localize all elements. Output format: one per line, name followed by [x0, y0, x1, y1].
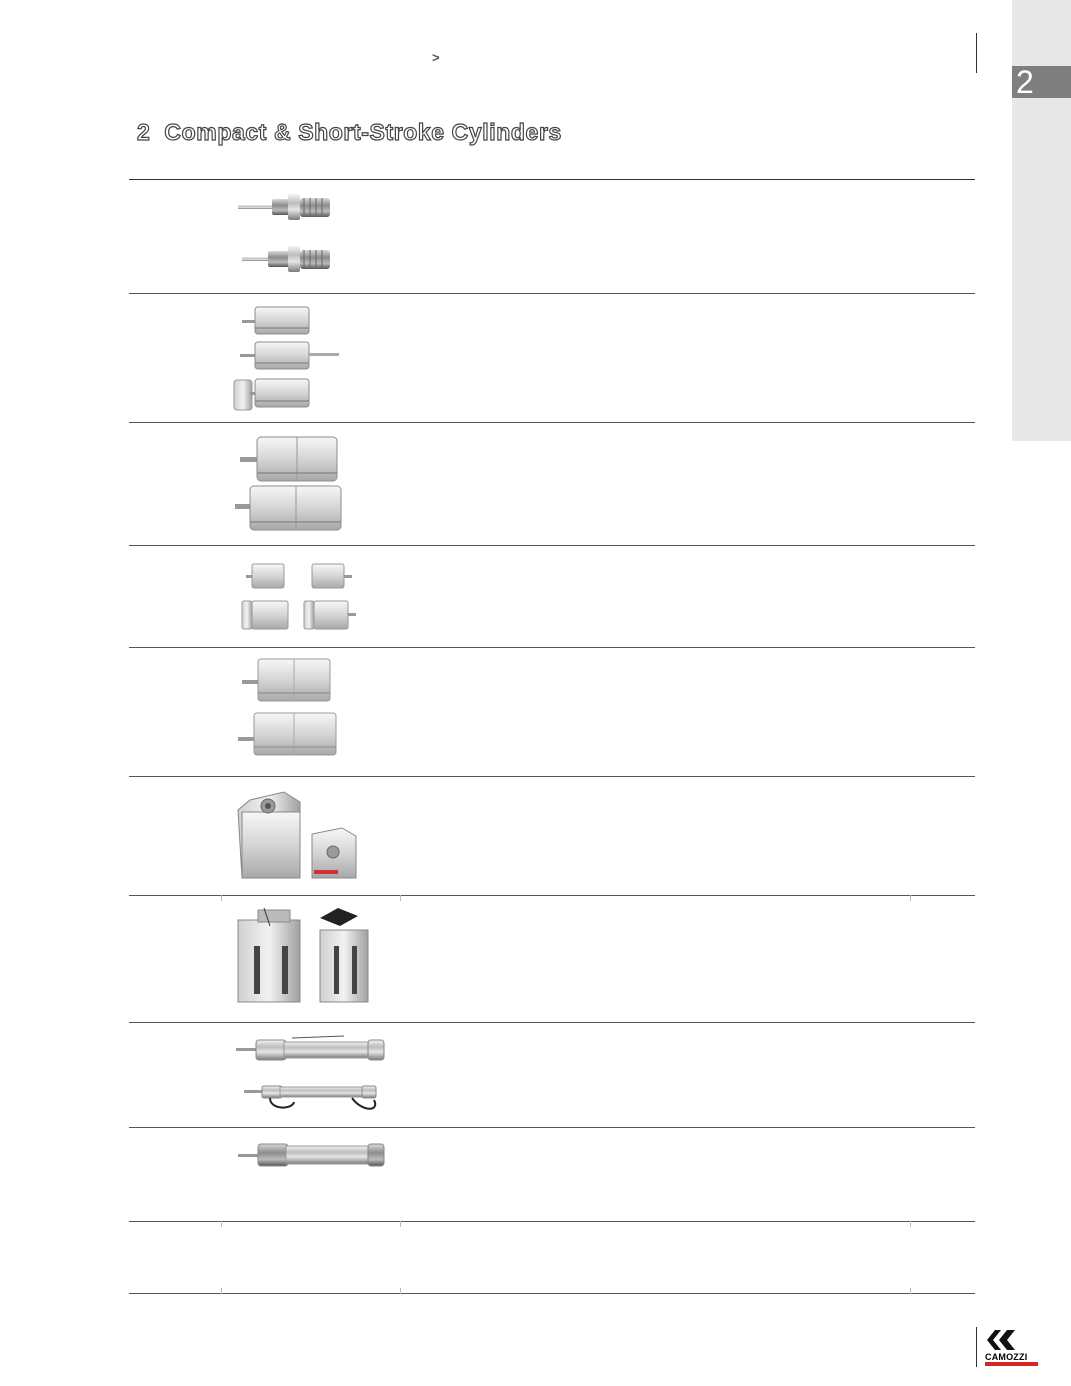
stainless-round-cylinder-icon	[234, 1134, 389, 1174]
column-tick	[400, 1288, 401, 1294]
page-title-number: 2	[137, 119, 151, 145]
table-rule	[129, 647, 975, 648]
footer-rule	[976, 1327, 977, 1367]
header-rule	[976, 33, 977, 73]
compact-iso-cylinder-icon	[236, 655, 346, 760]
table-rule	[129, 545, 975, 546]
page-title-text: Compact & Short-Stroke Cylinders	[164, 119, 562, 145]
chapter-tab-number: 2	[1012, 66, 1071, 98]
square-short-cylinder-icon	[234, 790, 364, 885]
column-tick	[400, 895, 401, 901]
compact-cylinder-tandem-icon	[232, 433, 347, 533]
mini-compact-cylinder-icon	[238, 559, 360, 634]
table-rule	[129, 1022, 975, 1023]
column-tick	[910, 1288, 911, 1294]
page-title	[137, 119, 562, 146]
column-tick	[221, 1221, 222, 1227]
table-rule	[129, 776, 975, 777]
short-stroke-compact-cylinder-icon	[230, 302, 345, 414]
column-tick	[400, 1221, 401, 1227]
table-rule	[129, 895, 975, 896]
guided-compact-cylinder-icon	[234, 906, 379, 1006]
logo-red-bar	[985, 1362, 1038, 1366]
column-tick	[910, 895, 911, 901]
threaded-round-cylinder-icon	[236, 185, 336, 280]
table-rule	[129, 293, 975, 294]
column-tick	[221, 895, 222, 901]
table-rule	[129, 1127, 975, 1128]
logo-text: CAMOZZI	[985, 1352, 1028, 1362]
table-rule	[129, 1293, 975, 1294]
breadcrumb-separator: >	[432, 50, 440, 65]
table-rule	[129, 179, 975, 180]
column-tick	[910, 1221, 911, 1227]
round-cylinder-with-sensors-icon	[234, 1032, 389, 1114]
table-rule	[129, 422, 975, 423]
table-rule	[129, 1221, 975, 1222]
column-tick	[221, 1288, 222, 1294]
